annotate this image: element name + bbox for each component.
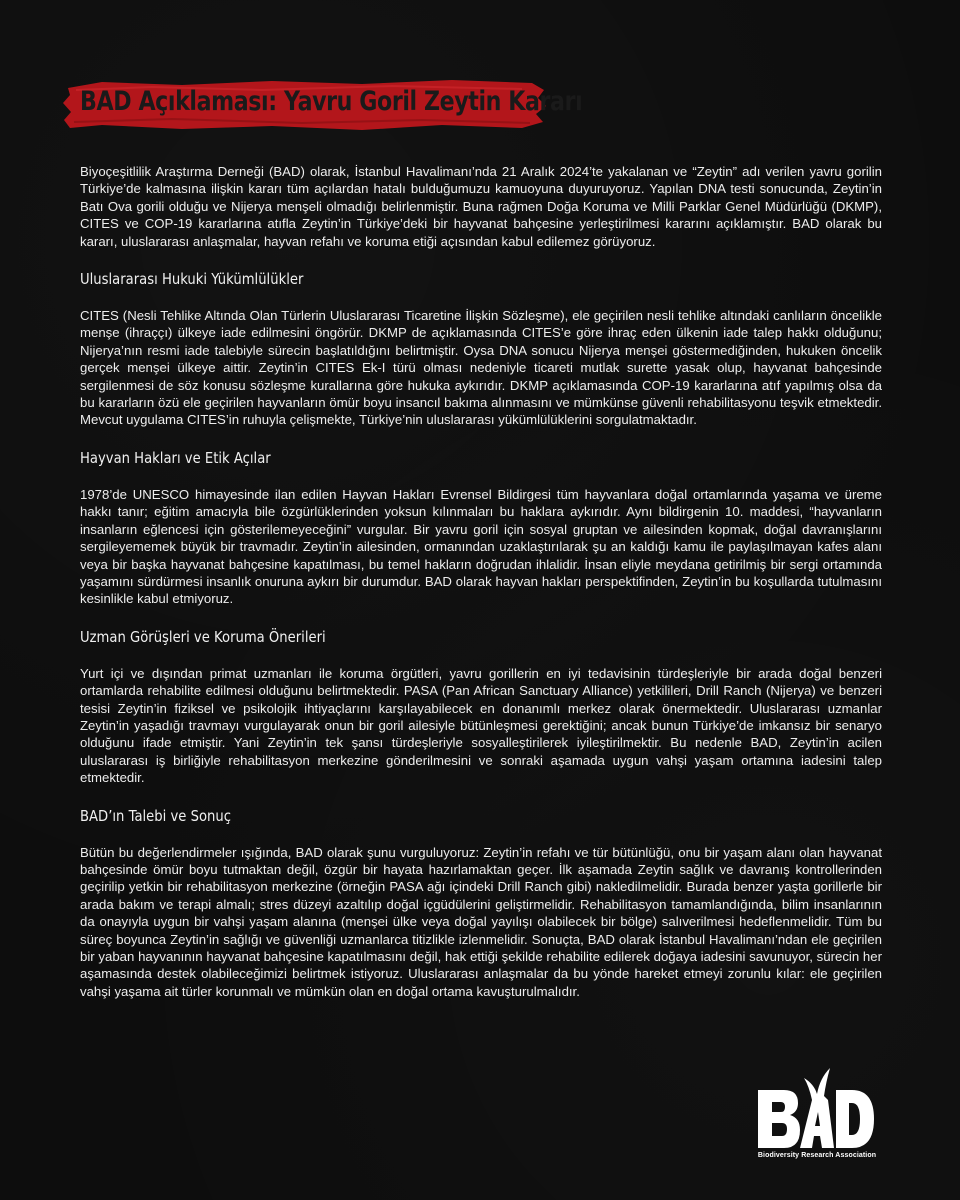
bad-logo-mark (754, 1060, 878, 1164)
section-heading-conclusion: BAD’ın Talebi ve Sonuç (80, 806, 231, 825)
intro-paragraph: Biyoçeşitlilik Araştırma Derneği (BAD) olarak, İstanbul Havalimanı’nda 21 Aralık 2024’te yakalanan ve “Zeytin” adı verilen yavru gorilin Türkiye’de kalmasına ilişkin kararı tüm açılardan hatalı bulduğumuzu kamuoyuna duyuruyoruz. Yapılan DNA testi sonucunda, Zeytin’in Batı Ova gorili olduğu ve Nijerya menşeli olmadığı belirlenmiştir. Buna rağmen Doğa Koruma ve Milli Parklar Genel Müdürlüğü (DKMP), CITES ve COP-19 kararlarına atıfla Zeytin’in Türkiye’deki bir hayvanat bahçesine yerleştirilmesi kararını açıklamıştır. BAD olarak bu kararı, uluslararası anlaşmalar, hayvan refahı ve koruma etiği açısından kabul edilemez görüyoruz. (80, 164, 882, 249)
bad-logo (754, 1060, 878, 1164)
section-text-legal: CITES (Nesli Tehlike Altında Olan Türlerin Uluslararası Ticaretine İlişkin Sözleşme), ele geçirilen nesli tehlike altındaki canlıların öncelikle menşe (ihraççı) ülkeye iade edilmesini öngörür. DKMP de açıklamasında CITES’e göre ihraç eden ülkenin iade talep hakkı olduğunu; Nijerya’nın resmi iade talebiyle sürecin başlatıldığını belirtmiştir. Oysa DNA sonucu Nijerya menşei göstermediğinden, hukuken öncelik gerçek menşei ülkeye aittir. Zeytin’in CITES Ek-I türü olması nedeniyle ticareti mutlak surette yasak olup, hayvanat bahçesinde sergilenmesi de söz konusu sözleşme kurallarına göre hukuka aykırıdır. DKMP açıklamasında COP-19 kararlarına atıf yapılmış olsa da bu kararların özü ele geçirilen hayvanların ömür boyu insancıl bakıma alınmasını ve mümkünse güvenli rehabilitasyonu teşvik etmektedir. Mevcut uygulama CITES’in ruhuyla çelişmekte, Türkiye’nin uluslararası yükümlülüklerini sorgulatmaktadır. (80, 308, 882, 428)
title-banner (62, 78, 583, 132)
section-text-experts: Yurt içi ve dışından primat uzmanları ile koruma örgütleri, yavru gorillerin en iyi tedavisinin türdeşleriyle bir arada doğal benzeri ortamlarda rehabilite edilmesi olduğunu belirtmektedir. PASA (Pan African Sanctuary Alliance) yetkilileri, Drill Ranch (Nijerya) ve benzeri tesisi Zeytin’in fiziksel ve psikolojik ihtiyaçlarını karşılayabilecek en donanımlı merkez olarak önermektedir. Uluslararası uzmanlar Zeytin’in yaşadığı travmayı vurgulayarak onun bir goril ailesiyle bütünleşmesi gerektiğini; ancak bunun Türkiye’de imkansız bir senaryo olduğunu ifade etmiştir. Yani Zeytin’in tek şansı türdeşleriyle sosyalleştirilerek iyileştirilmektir. Bu nedenle BAD, Zeytin’in acilen uluslararası iş birliğiyle rehabilitasyon merkezine gönderilmesini ve sonraki aşamada uygun vahşi yaşam ortamına iadesini talep etmektedir. (80, 665, 882, 786)
statement-body (80, 163, 882, 1020)
section-heading-ethics: Hayvan Hakları ve Etik Açılar (80, 448, 271, 467)
page-title: BAD Açıklaması: Yavru Goril Zeytin Kararı (80, 86, 583, 117)
section-text-conclusion: Bütün bu değerlendirmeler ışığında, BAD olarak şunu vurguluyoruz: Zeytin’in refahı ve tür bütünlüğü, onu bir yaşam alanı olan hayvanat bahçesinde ömür boyu tutmaktan değil, özgür bir hayata hazırlamaktan geçer. İlk aşamada Zeytin sağlık ve davranış kontrollerinden geçirilip yetkin bir rehabilitasyon merkezine (örneğin PASA ağı içindeki Drill Ranch gibi) nakledilmelidir. Burada benzer yaşta gorillerle bir arada bakım ve terapi almalı; stres düzeyi azaltılıp doğal içgüdülerini geliştirmelidir. Rehabilitasyon tamamlandığında, bilim insanlarının da onayıyla uygun bir vahşi yaşam alanına (menşei ülke veya doğal yayılışı olabilecek bir bölge) salıverilmesi hedeflenmelidir. Tüm bu süreç boyunca Zeytin’in sağlığı ve güvenliği uzmanlarca titizlikle izlenmelidir. Sonuçta, BAD olarak İstanbul Havalimanı’ndan ele geçirilen bir yaban hayvanının hayvanat bahçesine kapatılmasını değil, hak ettiği şekilde rehabilite edilerek doğaya iadesini savunuyor, sürecin her aşamasında destek olabileceğimizi belirtmek istiyoruz. Uluslararası anlaşmalar da bu yönde hareket etmeyi zorunlu kılar: ele geçirilen vahşi yaşama ait türler korunmalı ve mümkün olan en doğal ortama kavuşturulmalıdır. (80, 844, 882, 999)
section-heading-legal: Uluslararası Hukuki Yükümlülükler (80, 270, 304, 289)
section-text-ethics: 1978’de UNESCO himayesinde ilan edilen Hayvan Hakları Evrensel Bildirgesi tüm hayvanlara doğal ortamlarında yaşama ve üreme hakkı tanır; eğitim amacıyla bile özgürlüklerinden yoksun kılınmaları bu haklara aykırıdır. Aynı bildirgenin 10. maddesi, “hayvanların insanların eğlencesi için gösterilemeyeceğini” vurgular. Bir yavru goril için sosyal gruptan ve ailesinden kopmak, doğal davranışlarını sergileyememek büyük bir travmadır. Zeytin’in ailesinden, ormanından uzaklaştırılarak şu an kaldığı kamu ile paylaşılmayan kafes alanı veya bir başka hayvanat bahçesine kapatılması, bu temel hakların doğrudan ihlalidir. İnsan eliyle meydana getirilmiş bir sergi ortamında yaşamını sürdürmesi insanlık onuruna aykırı bir durumdur. BAD olarak hayvan hakları perspektifinden, Zeytin’in bu koşullarda tutulmasını kesinlikle kabul etmiyoruz. (80, 486, 882, 607)
logo-tagline: Biodiversity Research Association (757, 1152, 877, 1159)
section-heading-experts: Uzman Görüşleri ve Koruma Önerileri (80, 627, 326, 646)
